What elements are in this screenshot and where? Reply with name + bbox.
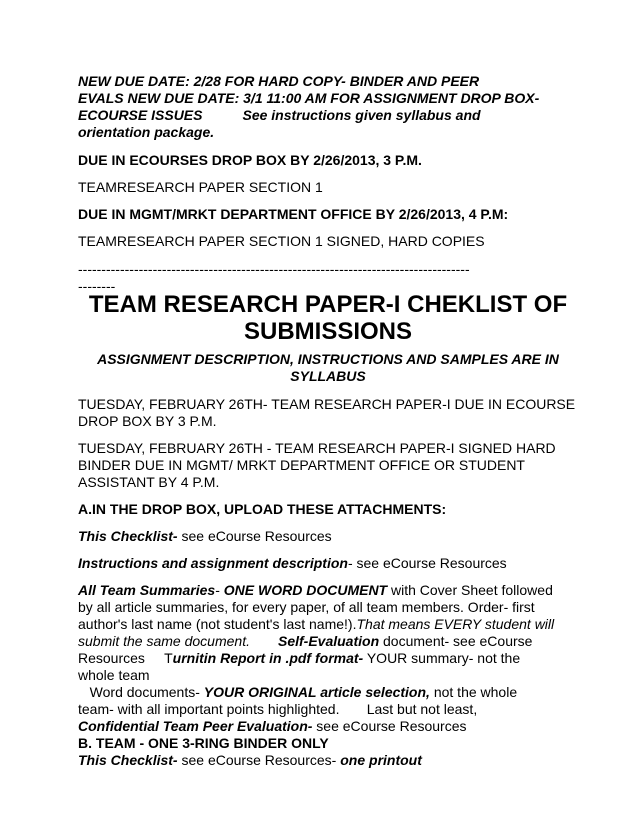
- summaries-line-8: team- with all important points highlighted. Last but not least,: [78, 701, 478, 717]
- binder-deadline-line-3: ASSISTANT BY 4 P.M.: [78, 474, 220, 490]
- page-title-line-2: SUBMISSIONS: [243, 318, 413, 345]
- summaries-line-1: All Team Summaries- ONE WORD DOCUMENT with Cover Sheet followed: [78, 582, 553, 598]
- section-a-heading: A.IN THE DROP BOX, UPLOAD THESE ATTACHMENTS:: [78, 501, 447, 517]
- dropbox-deadline-line-2: DROP BOX BY 3 P.M.: [78, 413, 217, 429]
- summaries-line-7: Word documents- YOUR ORIGINAL article selection, not the whole: [78, 684, 518, 700]
- summaries-line-5: Resources Turnitin Report in .pdf format- YOUR summary- not the: [78, 650, 521, 666]
- section-b-heading: B. TEAM - ONE 3-RING BINDER ONLY: [78, 735, 329, 751]
- due-dropbox-item: TEAMRESEARCH PAPER SECTION 1: [78, 179, 323, 195]
- due-office-heading: DUE IN MGMT/MRKT DEPARTMENT OFFICE BY 2/26/2013, 4 P.M:: [78, 206, 509, 222]
- due-dropbox-heading: DUE IN ECOURSES DROP BOX BY 2/26/2013, 3 P.M.: [78, 152, 422, 168]
- subtitle-line-1: ASSIGNMENT DESCRIPTION, INSTRUCTIONS AND SAMPLES ARE IN: [97, 351, 559, 367]
- binder-deadline-line-1: TUESDAY, FEBRUARY 26TH - TEAM RESEARCH PAPER-I SIGNED HARD: [78, 440, 556, 456]
- page-title-line-1: TEAM RESEARCH PAPER-I CHEKLIST OF: [88, 291, 568, 318]
- notice-line-4: orientation package.: [78, 124, 215, 140]
- summaries-line-6: whole team: [78, 667, 150, 683]
- subtitle-line-2: SYLLABUS: [290, 368, 366, 384]
- notice-line-1: NEW DUE DATE: 2/28 FOR HARD COPY- BINDER AND PEER: [78, 73, 480, 89]
- instructions-item: Instructions and assignment description- see eCourse Resources: [78, 555, 507, 571]
- checklist-item: This Checklist- see eCourse Resources: [78, 528, 332, 544]
- summaries-line-3: author's last name (not student's last name!).That means EVERY student will: [78, 616, 555, 632]
- due-office-item: TEAMRESEARCH PAPER SECTION 1 SIGNED, HARD COPIES: [78, 233, 485, 249]
- separator-line-1: ------------------------------------------------------------------------------------: [78, 261, 470, 277]
- notice-line-2: EVALS NEW DUE DATE: 3/1 11:00 AM FOR ASSIGNMENT DROP BOX-: [78, 90, 540, 106]
- summaries-line-2: by all article summaries, for every paper, of all team members. Order- first: [78, 599, 535, 615]
- summaries-line-4: submit the same document. Self-Evaluation document- see eCourse: [78, 633, 533, 649]
- summaries-line-9: Confidential Team Peer Evaluation- see eCourse Resources: [78, 718, 467, 734]
- notice-line-3: [78, 107, 578, 124]
- binder-checklist-item: This Checklist- see eCourse Resources- one printout: [78, 752, 422, 768]
- notice-ecourse-issues: ECOURSE ISSUES: [78, 107, 203, 123]
- dropbox-deadline-line-1: TUESDAY, FEBRUARY 26TH- TEAM RESEARCH PAPER-I DUE IN ECOURSE: [78, 396, 576, 412]
- separator-line-2: --------: [78, 278, 116, 294]
- notice-instructions: See instructions given syllabus and: [242, 107, 481, 123]
- binder-deadline-line-2: BINDER DUE IN MGMT/ MRKT DEPARTMENT OFFICE OR STUDENT: [78, 457, 525, 473]
